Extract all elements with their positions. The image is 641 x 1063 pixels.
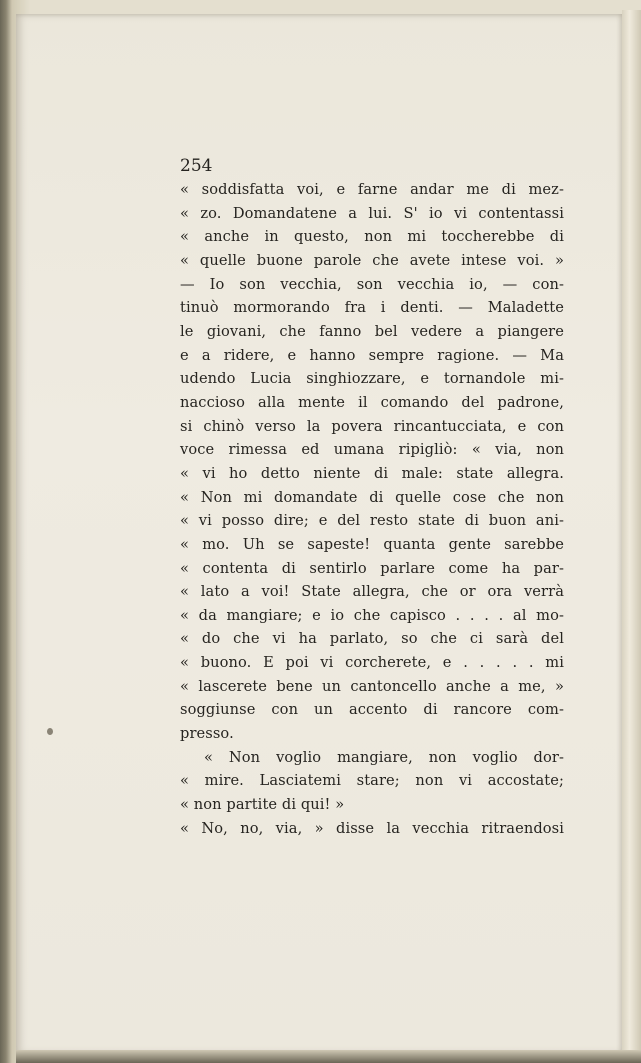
text-line: « da mangiare; e io che capisco . . . . al mo-	[180, 606, 564, 624]
text-line: « vi posso dire; e del resto state di buon ani-	[180, 512, 564, 530]
text-block	[180, 156, 564, 840]
text-line: tinuò mormorando fra i denti. — Maladette	[180, 299, 564, 317]
text-line: « lato a voi! State allegra, che or ora verrà	[180, 583, 564, 601]
text-line: « contenta di sentirlo parlare come ha par-	[180, 559, 564, 577]
text-line: « soddisfatta voi, e farne andar me di mez-	[180, 181, 564, 198]
text-line: voce rimessa ed umana ripigliò: « via, non	[180, 441, 564, 459]
text-line: e a ridere, e hanno sempre ragione. — Ma	[180, 346, 564, 364]
text-line: « Non voglio mangiare, non voglio dor-	[204, 748, 564, 766]
text-line: si chinò verso la povera rincantucciata, e con	[180, 417, 564, 435]
text-line: « mire. Lasciatemi stare; non vi accostate;	[180, 772, 564, 790]
text-line: — Io son vecchia, son vecchia io, — con-	[180, 275, 564, 293]
text-line: naccioso alla mente il comando del padrone,	[180, 393, 564, 411]
page-number: 254	[180, 156, 213, 176]
text-line: « quelle buone parole che avete intese voi. »	[180, 251, 564, 269]
body-text	[180, 160, 564, 840]
text-line: « do che vi ha parlato, so che ci sarà del	[180, 630, 564, 648]
text-line: udendo Lucia singhiozzare, e tornandole mi-	[180, 370, 564, 388]
text-line: « Non mi domandate di quelle cose che non	[180, 488, 564, 506]
text-line: « anche in questo, non mi toccherebbe di	[180, 228, 564, 246]
text-line: soggiunse con un accento di rancore com-	[180, 701, 564, 719]
text-line: « zo. Domandatene a lui. S' io vi contentassi	[180, 204, 564, 222]
text-line: « vi ho detto niente di male: state allegra.	[180, 464, 564, 482]
text-line: « mo. Uh se sapeste! quanta gente sarebbe	[180, 535, 564, 553]
page-edge-right	[622, 10, 641, 1060]
text-line: « buono. E poi vi corcherete, e . . . . . mi	[180, 654, 564, 672]
page-edge-bottom	[16, 1050, 641, 1063]
text-line: le giovani, che fanno bel vedere a piangere	[180, 322, 564, 340]
ink-spot	[47, 728, 53, 735]
text-line: « non partite di qui! »	[180, 796, 345, 814]
text-line: « lascerete bene un cantoncello anche a me, »	[180, 677, 564, 695]
text-line: presso.	[180, 725, 234, 743]
text-line: « No, no, via, » disse la vecchia ritraendosi	[180, 819, 564, 837]
